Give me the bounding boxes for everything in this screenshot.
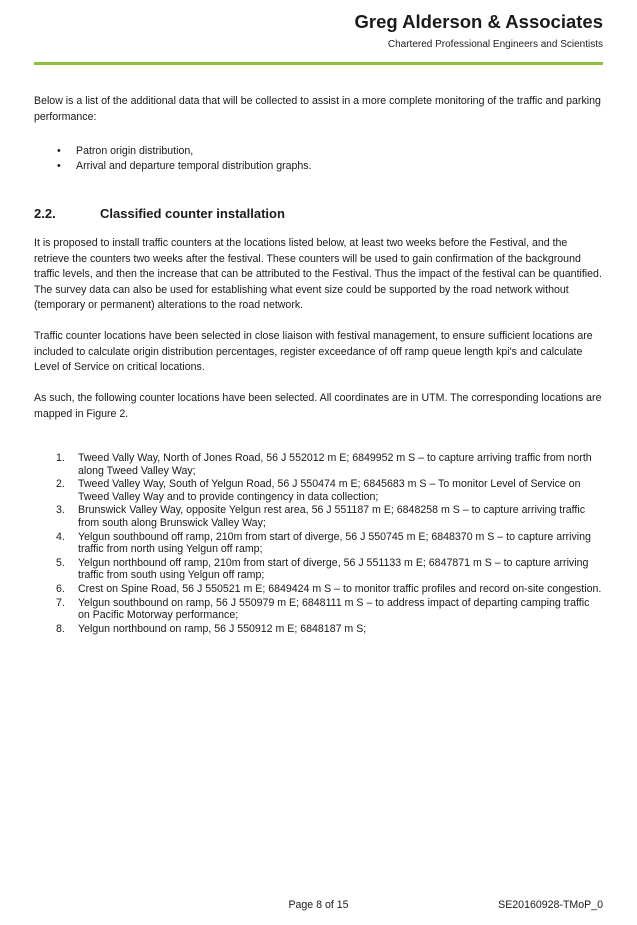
list-item <box>54 144 594 159</box>
section-title: Classified counter installation <box>100 206 285 221</box>
company-name: Greg Alderson & Associates <box>354 11 603 32</box>
paragraph: It is proposed to install traffic counters at the locations listed below, at least two weeks before the Festival, and the retrieve the counters two weeks after the festival. These counters will be used to gain confirmation of the background traffic levels, and then the increase that can be attributed to the Festival. Thus the impact of the festival can be quantified. The survey data can also be used for establishing what event size could be supported by the road network without (temporary or permanent) alterations to the road network. <box>34 237 602 311</box>
item-text: Brunswick Valley Way, opposite Yelgun rest area, 56 J 551187 m E; 6848258 m S – to capture arriving traffic from south along Brunswick Valley Way; <box>78 504 586 529</box>
item-text: Crest on Spine Road, 56 J 550521 m E; 6849424 m S – to monitor traffic profiles and record on-site congestion. <box>78 582 602 595</box>
intro-section <box>34 94 604 172</box>
item-number: 5. <box>56 556 65 569</box>
item-number: 8. <box>56 622 65 635</box>
item-text: Tweed Valley Way, South of Yelgun Road, 56 J 550474 m E; 6845683 m S – To monitor Level of Service on Tweed Valley Way and to provide contingency in data collection; <box>78 478 581 503</box>
item-text: Yelgun northbound off ramp, 210m from start of diverge, 56 J 551133 m E; 6847871 m S – to capture arriving traffic from south using Yelgun off ramp; <box>78 556 589 582</box>
list-item <box>56 623 604 636</box>
list-item <box>56 583 604 596</box>
document-reference: SE20160928-TMoP_0 <box>498 899 603 911</box>
bullet-icon: • <box>57 159 61 172</box>
section-body <box>34 236 604 438</box>
item-text: Tweed Vally Way, North of Jones Road, 56 J 552012 m E; 6849952 m S – to capture arriving traffic from north along Tweed Valley Way; <box>78 452 592 477</box>
section-number: 2.2. <box>34 206 56 221</box>
item-number: 7. <box>56 596 65 609</box>
header-divider <box>34 62 603 65</box>
item-number: 1. <box>56 452 65 464</box>
bullet-text: Patron origin distribution, <box>76 145 194 157</box>
item-number: 4. <box>56 530 65 543</box>
item-text: Yelgun southbound off ramp, 210m from start of diverge, 56 J 550745 m E; 6848370 m S – to capture arriving traffic from north using Yelgun off ramp; <box>78 530 591 556</box>
item-number: 2. <box>56 478 65 491</box>
section-heading <box>34 206 285 221</box>
page-number: Page 8 of 15 <box>288 899 349 911</box>
item-number: 3. <box>56 504 65 517</box>
list-item <box>54 159 594 174</box>
counter-location-list <box>56 452 604 636</box>
company-tagline: Chartered Professional Engineers and Scientists <box>387 39 603 50</box>
list-item <box>56 478 604 503</box>
paragraph: As such, the following counter locations have been selected. All coordinates are in UTM. The corresponding locations are mapped in Figure 2. <box>34 392 602 420</box>
list-item <box>56 557 604 582</box>
item-text: Yelgun southbound on ramp, 56 J 550979 m E; 6848111 m S – to address impact of departing camping traffic on Pacific Motorway performance; <box>78 596 590 622</box>
list-item <box>56 504 604 529</box>
list-item <box>56 597 604 622</box>
item-text: Yelgun northbound on ramp, 56 J 550912 m E; 6848187 m S; <box>78 622 367 635</box>
list-item <box>56 531 604 556</box>
list-item <box>56 452 604 477</box>
bullet-text: Arrival and departure temporal distribution graphs. <box>76 159 312 172</box>
intro-paragraph: Below is a list of the additional data that will be collected to assist in a more complete monitoring of the traffic and parking performance: <box>34 95 601 123</box>
item-number: 6. <box>56 582 65 595</box>
paragraph: Traffic counter locations have been selected in close liaison with festival management, to ensure sufficient locations are included to calculate origin distribution percentages, register exceedance of off ramp queue length kpi's and calculate Level of Service on critical locations. <box>34 330 593 373</box>
data-bullet-list <box>54 144 594 173</box>
bullet-icon: • <box>57 145 61 157</box>
